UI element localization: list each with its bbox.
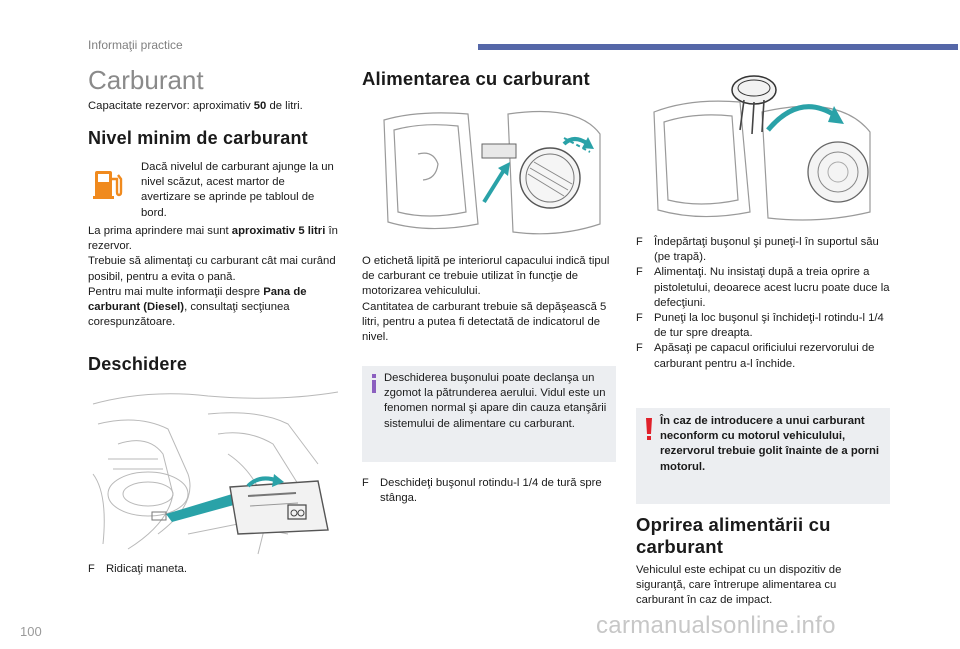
low-fuel-paragraph: La prima aprindere mai sunt aproximativ 5 litri în rezervor. Trebuie să alimentaţi cu carburant cât mai curând posibil, pentru a evita o pană. Pentru mai multe informaţii despre Pana de carburant (Diesel), consultaţi secţiunea corespunzătoare. (88, 225, 338, 329)
cutoff-heading: Oprirea alimentării cu carburant (636, 514, 831, 557)
bullet-marker: F (362, 477, 369, 489)
section-header: Informaţii practice (88, 38, 183, 52)
refuel-step-1: F Îndepărtaţi buşonul şi puneţi-l în suportul său (pe trapă). (636, 236, 879, 264)
cutoff-text: Vehiculul este echipat cu un dispozitiv de siguranţă, care întrerupe alimentarea cu carburant în caz de impact. (636, 564, 842, 607)
capacity-text: Capacitate rezervor: aproximativ 50 de litri. (88, 100, 303, 112)
min-fuel-warning-text: Dacă nivelul de carburant ajunge la un nivel scăzut, acest martor de avertizare se aprinde pe tabloul de bord. (141, 161, 334, 219)
refuelling-heading: Alimentarea cu carburant (362, 68, 590, 89)
exclamation-icon (644, 418, 654, 442)
watermark: carmanualsonline.info (596, 612, 836, 639)
open-cap-step: F Deschideţi buşonul rotindu-l 1/4 de tură spre stânga. (362, 477, 602, 505)
fuel-pump-icon (88, 165, 126, 203)
info-box-text: Deschiderea buşonului poate declanşa un zgomot la pătrunderea aerului. Vidul este un fenomen normal şi apare din cauza etanşării sistemului de alimentare cu carburant. (384, 372, 607, 430)
warning-box-text: În caz de introducere a unui carburant neconform cu motorul vehiculului, rezervorul trebuie golit înainte de a porni motorul. (660, 415, 880, 473)
bullet-marker: F (88, 563, 95, 575)
page-number: 100 (20, 624, 42, 639)
refuel-step-4: F Apăsaţi pe capacul orificiului rezervorului de carburant pentru a-l închide. (636, 342, 875, 370)
cap-holder-illustration (650, 72, 874, 224)
refuel-steps (636, 235, 892, 372)
fuel-flap-illustration (378, 104, 604, 242)
refuel-step-2: F Alimentaţi. Nu insistaţi după a treia oprire a pistoletului, deoarece acest lucru poate duce la defecţiuni. (636, 266, 890, 309)
info-box (362, 366, 616, 462)
label-info-text: O etichetă lipită pe interiorul capacului indică tipul de carburant ce trebuie utilizat în funcţie de motorizarea vehiculului. Cantitatea de carburant trebuie să depăşească 5 litri, pentru a putea fi detectată de indicatorul de nivel. (362, 255, 610, 344)
opening-heading: Deschidere (88, 354, 188, 374)
min-fuel-heading: Nivel minim de carburant (88, 128, 308, 148)
header-accent-bar (478, 44, 958, 50)
refuel-step-3: F Puneţi la loc buşonul şi închideţi-l rotindu-l 1/4 de tur spre dreapta. (636, 312, 884, 340)
lever-illustration (88, 384, 346, 558)
lever-step: F Ridicaţi maneta. (88, 562, 348, 577)
info-icon (369, 374, 379, 394)
warning-box (636, 408, 890, 504)
page-title: Carburant (88, 65, 204, 95)
